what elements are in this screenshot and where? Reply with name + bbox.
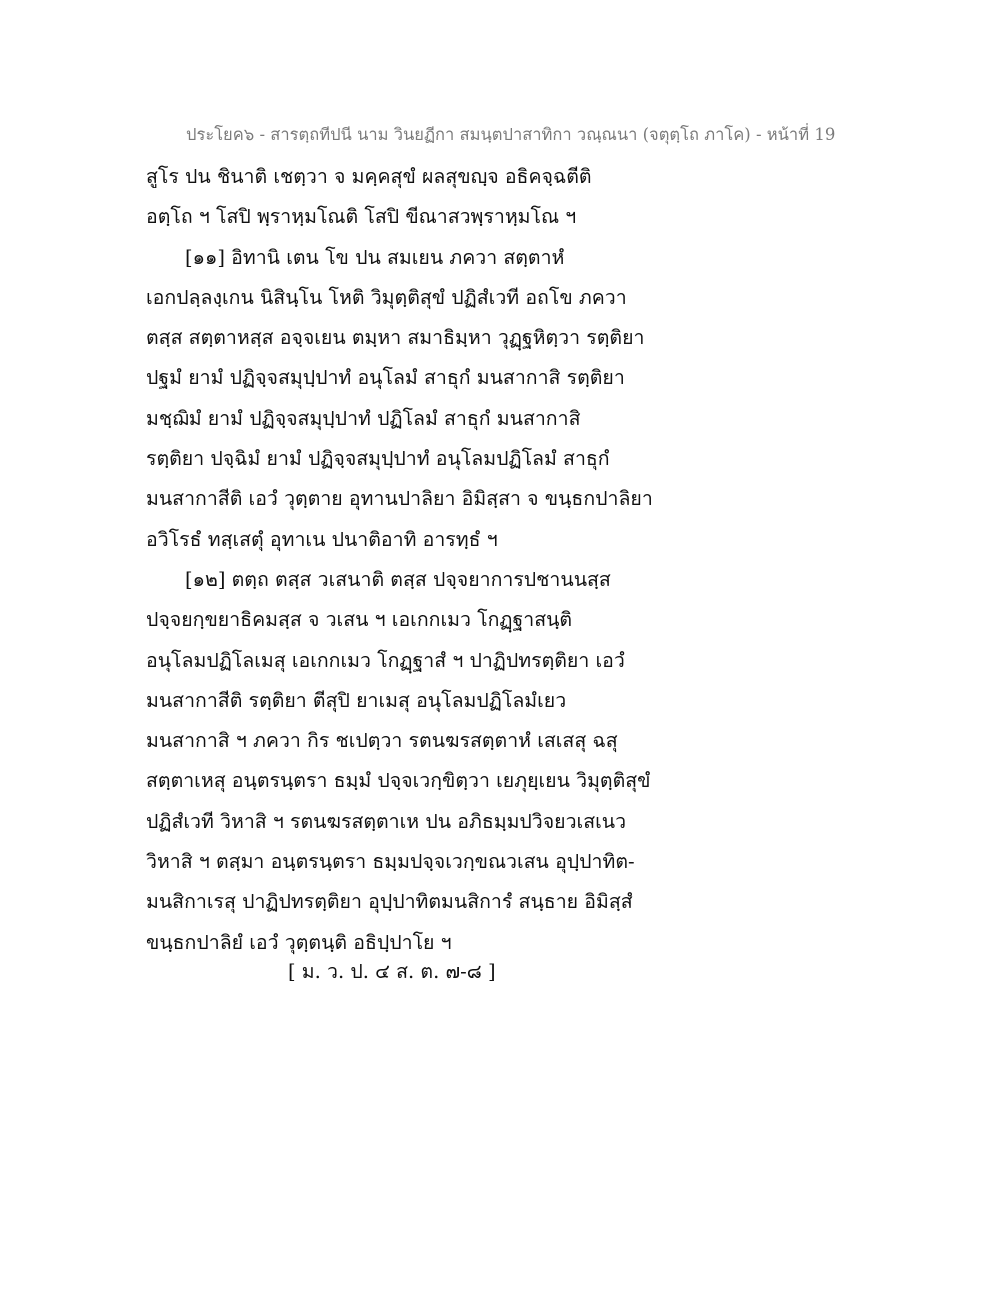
text-line: รตฺติยา ปจฺฉิมํ ยามํ ปฏิจฺจสมุปฺปาทํ อนุโลมปฏิโลมํ สาธุกํ (146, 447, 610, 471)
text-line: มนสิกาเรสุ ปาฏิปทรตฺติยา อุปฺปาทิตมนสิการํ สนฺธาย อิมิสฺสํ (146, 890, 633, 914)
text-line: มนสากาสิ ฯ ภควา กิร ชเปตฺวา รตนฆรสตฺตาหํ เสเสสุ ฉสุ (146, 729, 618, 753)
text-line: สูโร ปน ชินาติ เชตฺวา จ มคฺคสุขํ ผลสุขญฺจ อธิคจฺฉตีติ (146, 165, 592, 188)
paragraph-start-12: [๑๒] ตตฺถ ตสฺส วเสนาติ ตสฺส ปจฺจยาการปชานนสฺส (185, 567, 611, 591)
text-line: มนสากาสีติ เอวํ วุตฺตาย อุทานปาลิยา อิมิสฺสา จ ขนฺธกปาลิยา (146, 487, 653, 511)
body-text (146, 157, 786, 963)
text-line: ตสฺส สตฺตาหสฺส อจฺจเยน ตมฺหา สมาธิมฺหา วุฏฺฐหิตฺวา รตฺติยา (146, 326, 645, 350)
running-header: ประโยค๖ - สารตฺถทีปนี นาม วินยฏีกา สมนฺตปาสาทิกา วณฺณนา (จตุตฺโถ ภาโค) - หน้าที่ 19 (186, 125, 836, 144)
paragraph-start-11: [๑๑] อิทานิ เตน โข ปน สมเยน ภควา สตฺตาหํ (185, 245, 565, 269)
text-line: ปจฺจยกฺขยาธิคมสฺส จ วเสน ฯ เอเกกเมว โกฏฺฐาสนฺติ (146, 608, 573, 632)
text-line: ปฏิสํเวที วิหาสิ ฯ รตนฆรสตฺตาเห ปน อภิธมฺมปวิจยวเสเนว (146, 809, 627, 833)
text-line: เอกปลฺลงฺเกน นิสินฺโน โหติ วิมุตฺติสุขํ ปฏิสํเวที อถโข ภควา (146, 285, 627, 309)
text-line: อนุโลมปฏิโลเมสุ เอเกกเมว โกฏฺฐาสํ ฯ ปาฏิปทรตฺติยา เอวํ (146, 648, 625, 672)
text-line: สตฺตาเหสุ อนฺตรนฺตรา ธมฺมํ ปจฺจเวกฺขิตฺวา เยภุยฺเยน วิมุตฺติสุขํ (146, 769, 651, 793)
text-line: อตฺโถ ฯ โสปิ พฺราหฺมโณติ โสปิ ขีณาสวพฺราหฺมโณ ฯ (146, 205, 577, 229)
citation-reference: [ ม. ว. ป. ๔ ส. ต. ๗-๘ ] (288, 960, 496, 983)
text-line: มชฺฌิมํ ยามํ ปฏิจฺจสมุปฺปาทํ ปฏิโลมํ สาธุกํ มนสากาสิ (146, 406, 581, 430)
text-line: มนสากาสีติ รตฺติยา ตีสุปิ ยาเมสุ อนุโลมปฏิโลมํเยว (146, 688, 567, 712)
text-line: ปฐมํ ยามํ ปฏิจฺจสมุปฺปาทํ อนุโลมํ สาธุกํ มนสากาสิ รตฺติยา (146, 366, 625, 390)
text-line: อวิโรธํ ทสฺเสตุํ อุทาเน ปนาติอาทิ อารทฺธํ ฯ (146, 527, 498, 551)
text-line: วิหาสิ ฯ ตสฺมา อนฺตรนฺตรา ธมฺมปจฺจเวกฺขณวเสน อุปฺปาทิต- (146, 850, 635, 874)
text-line: ขนฺธกปาลิยํ เอวํ วุตฺตนฺติ อธิปฺปาโย ฯ (146, 930, 452, 954)
